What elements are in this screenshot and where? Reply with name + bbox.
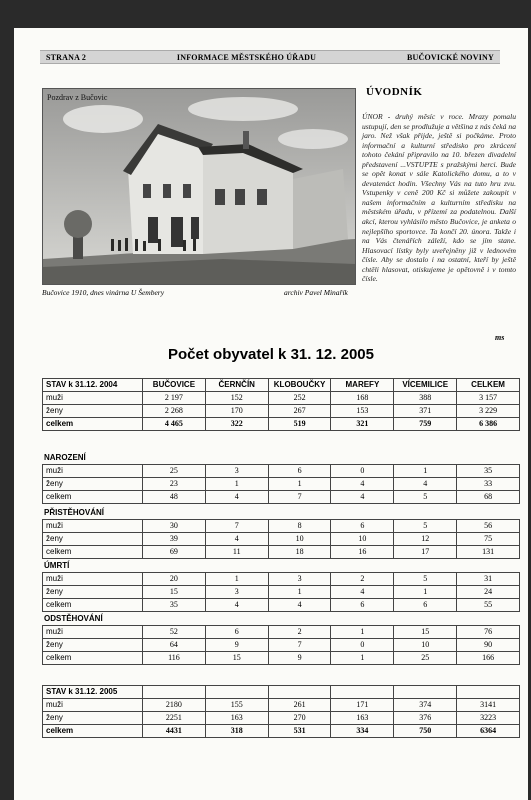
table-row [43,586,520,599]
table-cell: 7 [268,491,331,504]
table-header-row [43,686,520,699]
table-cell: 2251 [143,712,206,725]
table-cell: 5 [394,491,457,504]
table-cell: 4 [268,599,331,612]
table-cell: 6 386 [457,418,520,431]
table-cell: 131 [457,546,520,559]
table-cell: 171 [331,699,394,712]
table-cell: 0 [331,465,394,478]
table-stav-2005 [42,685,520,738]
table-cell: 3 [268,573,331,586]
table-cell: 4 [205,599,268,612]
table-header-row [43,379,520,392]
table-cell: 6 [331,520,394,533]
table-cell: 376 [394,712,457,725]
table-cell: 20 [143,573,206,586]
table-cell: 6364 [457,725,520,738]
row-label: muži [43,626,143,639]
table-cell [457,686,520,699]
table-cell: 35 [457,465,520,478]
table-cell: 1 [331,626,394,639]
table-cell: 1 [205,573,268,586]
table-cell: 15 [394,626,457,639]
table-cell: 1 [205,478,268,491]
row-label: muži [43,465,143,478]
table-cell: 31 [457,573,520,586]
table-row [43,652,520,665]
section-table [42,625,520,665]
table-cell: 388 [394,392,457,405]
table-cell: 18 [268,546,331,559]
table-cell: 10 [394,639,457,652]
table-row [43,520,520,533]
table-cell: 23 [143,478,206,491]
table-row [43,725,520,738]
table-cell: 1 [394,465,457,478]
table-cell: 69 [143,546,206,559]
section-title: NAROZENÍ [44,453,86,462]
table-cell: 270 [268,712,331,725]
table-cell: 321 [331,418,394,431]
table-cell: 267 [268,405,331,418]
column-header: CELKEM [457,379,520,392]
table-cell: 163 [205,712,268,725]
header-section: INFORMACE MĚSTSKÉHO ÚŘADU [176,52,317,62]
table-cell: 168 [331,392,394,405]
table-row [43,712,520,725]
table-cell: 68 [457,491,520,504]
table-cell: 4 [331,491,394,504]
table-cell: 7 [205,520,268,533]
table-cell: 2 [268,626,331,639]
stav-2004-label: STAV k 31.12. 2004 [43,379,143,392]
row-label: muži [43,573,143,586]
photo-caption: Bučovice 1910, dnes vinárna U Šembery [42,288,165,297]
section-title: ODSTĚHOVÁNÍ [44,614,103,623]
table-cell: 90 [457,639,520,652]
table-stav-2004 [42,378,520,431]
table-row [43,546,520,559]
table-cell: 4 [205,533,268,546]
table-cell: 153 [331,405,394,418]
article-title: ÚVODNÍK [366,86,423,98]
table-cell: 76 [457,626,520,639]
table-row [43,418,520,431]
header-newspaper-name: BUČOVICKÉ NOVINY [406,52,494,62]
table-cell: 750 [394,725,457,738]
table-cell: 4 465 [143,418,206,431]
row-label: ženy [43,405,143,418]
row-label: ženy [43,586,143,599]
table-cell: 170 [205,405,268,418]
table-cell: 56 [457,520,520,533]
row-label: ženy [43,712,143,725]
table-cell: 2 [331,573,394,586]
table-cell: 322 [205,418,268,431]
column-header: MAREFY [331,379,394,392]
stav-2005-label: STAV k 31.12. 2005 [43,686,143,699]
table-cell: 15 [143,586,206,599]
table-row [43,639,520,652]
table-cell: 35 [143,599,206,612]
section-table [42,464,520,504]
table-cell: 3223 [457,712,520,725]
table-cell: 55 [457,599,520,612]
table-cell: 3 157 [457,392,520,405]
article-signature: ms [495,333,505,342]
row-label: celkem [43,418,143,431]
table-cell: 519 [268,418,331,431]
table-cell: 5 [394,573,457,586]
table-cell: 4 [205,491,268,504]
table-cell [205,686,268,699]
table-cell: 1 [268,586,331,599]
table-cell: 3 [205,465,268,478]
row-label: celkem [43,491,143,504]
photo-credit: archiv Pavel Minařík [284,288,348,297]
table-cell: 25 [394,652,457,665]
table-row [43,699,520,712]
table-cell: 39 [143,533,206,546]
table-cell: 15 [205,652,268,665]
row-label: muži [43,392,143,405]
table-row [43,599,520,612]
page-header [40,50,500,64]
table-cell: 2 197 [143,392,206,405]
table-cell: 3 [205,586,268,599]
population-tables [42,378,520,738]
table-cell: 30 [143,520,206,533]
table-cell: 152 [205,392,268,405]
table-cell: 116 [143,652,206,665]
table-cell: 24 [457,586,520,599]
column-header: VÍCEMILICE [394,379,457,392]
column-header: BUČOVICE [143,379,206,392]
table-cell: 371 [394,405,457,418]
statistics-title: Počet obyvatel k 31. 12. 2005 [168,346,374,363]
section-table [42,519,520,559]
section-title: ÚMRTÍ [44,561,70,570]
table-cell: 0 [331,639,394,652]
table-cell: 6 [331,599,394,612]
table-cell: 11 [205,546,268,559]
table-cell: 16 [331,546,394,559]
table-cell: 9 [268,652,331,665]
table-row [43,465,520,478]
table-cell: 155 [205,699,268,712]
column-header: ČERNČÍN [205,379,268,392]
table-cell: 64 [143,639,206,652]
table-cell [331,686,394,699]
table-cell: 3 229 [457,405,520,418]
row-label: ženy [43,478,143,491]
table-cell: 334 [331,725,394,738]
table-cell: 48 [143,491,206,504]
table-cell: 374 [394,699,457,712]
table-cell: 25 [143,465,206,478]
table-cell: 9 [205,639,268,652]
table-cell: 8 [268,520,331,533]
table-row [43,626,520,639]
table-row [43,405,520,418]
table-cell [268,686,331,699]
table-cell: 52 [143,626,206,639]
postcard-inscription: Pozdrav z Bučovic [47,93,108,102]
row-label: celkem [43,599,143,612]
table-cell: 1 [331,652,394,665]
table-cell: 6 [268,465,331,478]
table-cell: 1 [394,586,457,599]
table-cell: 252 [268,392,331,405]
table-cell: 2180 [143,699,206,712]
table-cell: 4 [331,478,394,491]
historic-postcard-photo [42,88,356,285]
column-header: KLOBOUČKY [268,379,331,392]
table-cell: 2 268 [143,405,206,418]
table-cell: 33 [457,478,520,491]
table-cell: 7 [268,639,331,652]
section-table [42,572,520,612]
table-cell [394,686,457,699]
table-cell [143,686,206,699]
table-row [43,478,520,491]
article-body: ÚNOR - druhý měsíc v roce. Mrazy pomalu ustupují, den se prodlužuje a většina z nás čeká na jaro. Než však přijde, ještě si počkáme. Proto informační a kulturní středisko pro zkrácení tohoto čekání připravilo na 10. březen divadelní představení ...VSTUPTE s pražskými herci. Bude se opět konat v sále Katolického domu, a to v devatenáct hodin. Všechny Vás na tuto hru zvu. Vstupenky v ceně 200 Kč si můžete zakoupit v našem informačním a kulturním středisku na městském úřadu, v přízemí za podatelnou. Další akcí, kterou vyhlásilo město Bučovice, je anketa o nejlepšího sportovce. Ta končí 20. února. Takže i na Vás čtenářích záleží, kdo se jím stane. Hlasovací lístky byly uveřejněny již v lednovém čísle. Aby se dostalo i na ostatní, kteří by ještě chtěli hlasovat, otiskujeme je opětovně i v tomto čísle. [362,112,516,284]
row-label: ženy [43,639,143,652]
table-cell: 318 [205,725,268,738]
row-label: muži [43,699,143,712]
row-label: celkem [43,546,143,559]
table-cell: 6 [394,599,457,612]
table-row [43,392,520,405]
table-row [43,491,520,504]
table-cell: 1 [268,478,331,491]
table-cell: 4 [394,478,457,491]
row-label: celkem [43,725,143,738]
table-cell: 261 [268,699,331,712]
section-title: PŘISTĚHOVÁNÍ [44,508,105,517]
row-label: ženy [43,533,143,546]
table-cell: 17 [394,546,457,559]
table-cell: 10 [331,533,394,546]
row-label: muži [43,520,143,533]
newspaper-page [14,28,528,800]
table-cell: 12 [394,533,457,546]
header-page-number: STRANA 2 [46,52,87,62]
table-cell: 759 [394,418,457,431]
table-cell: 5 [394,520,457,533]
table-cell: 531 [268,725,331,738]
table-cell: 163 [331,712,394,725]
table-cell: 10 [268,533,331,546]
table-row [43,573,520,586]
table-cell: 4 [331,586,394,599]
table-cell: 3141 [457,699,520,712]
table-row [43,533,520,546]
table-cell: 6 [205,626,268,639]
table-cell: 166 [457,652,520,665]
table-cell: 75 [457,533,520,546]
row-label: celkem [43,652,143,665]
table-cell: 4431 [143,725,206,738]
